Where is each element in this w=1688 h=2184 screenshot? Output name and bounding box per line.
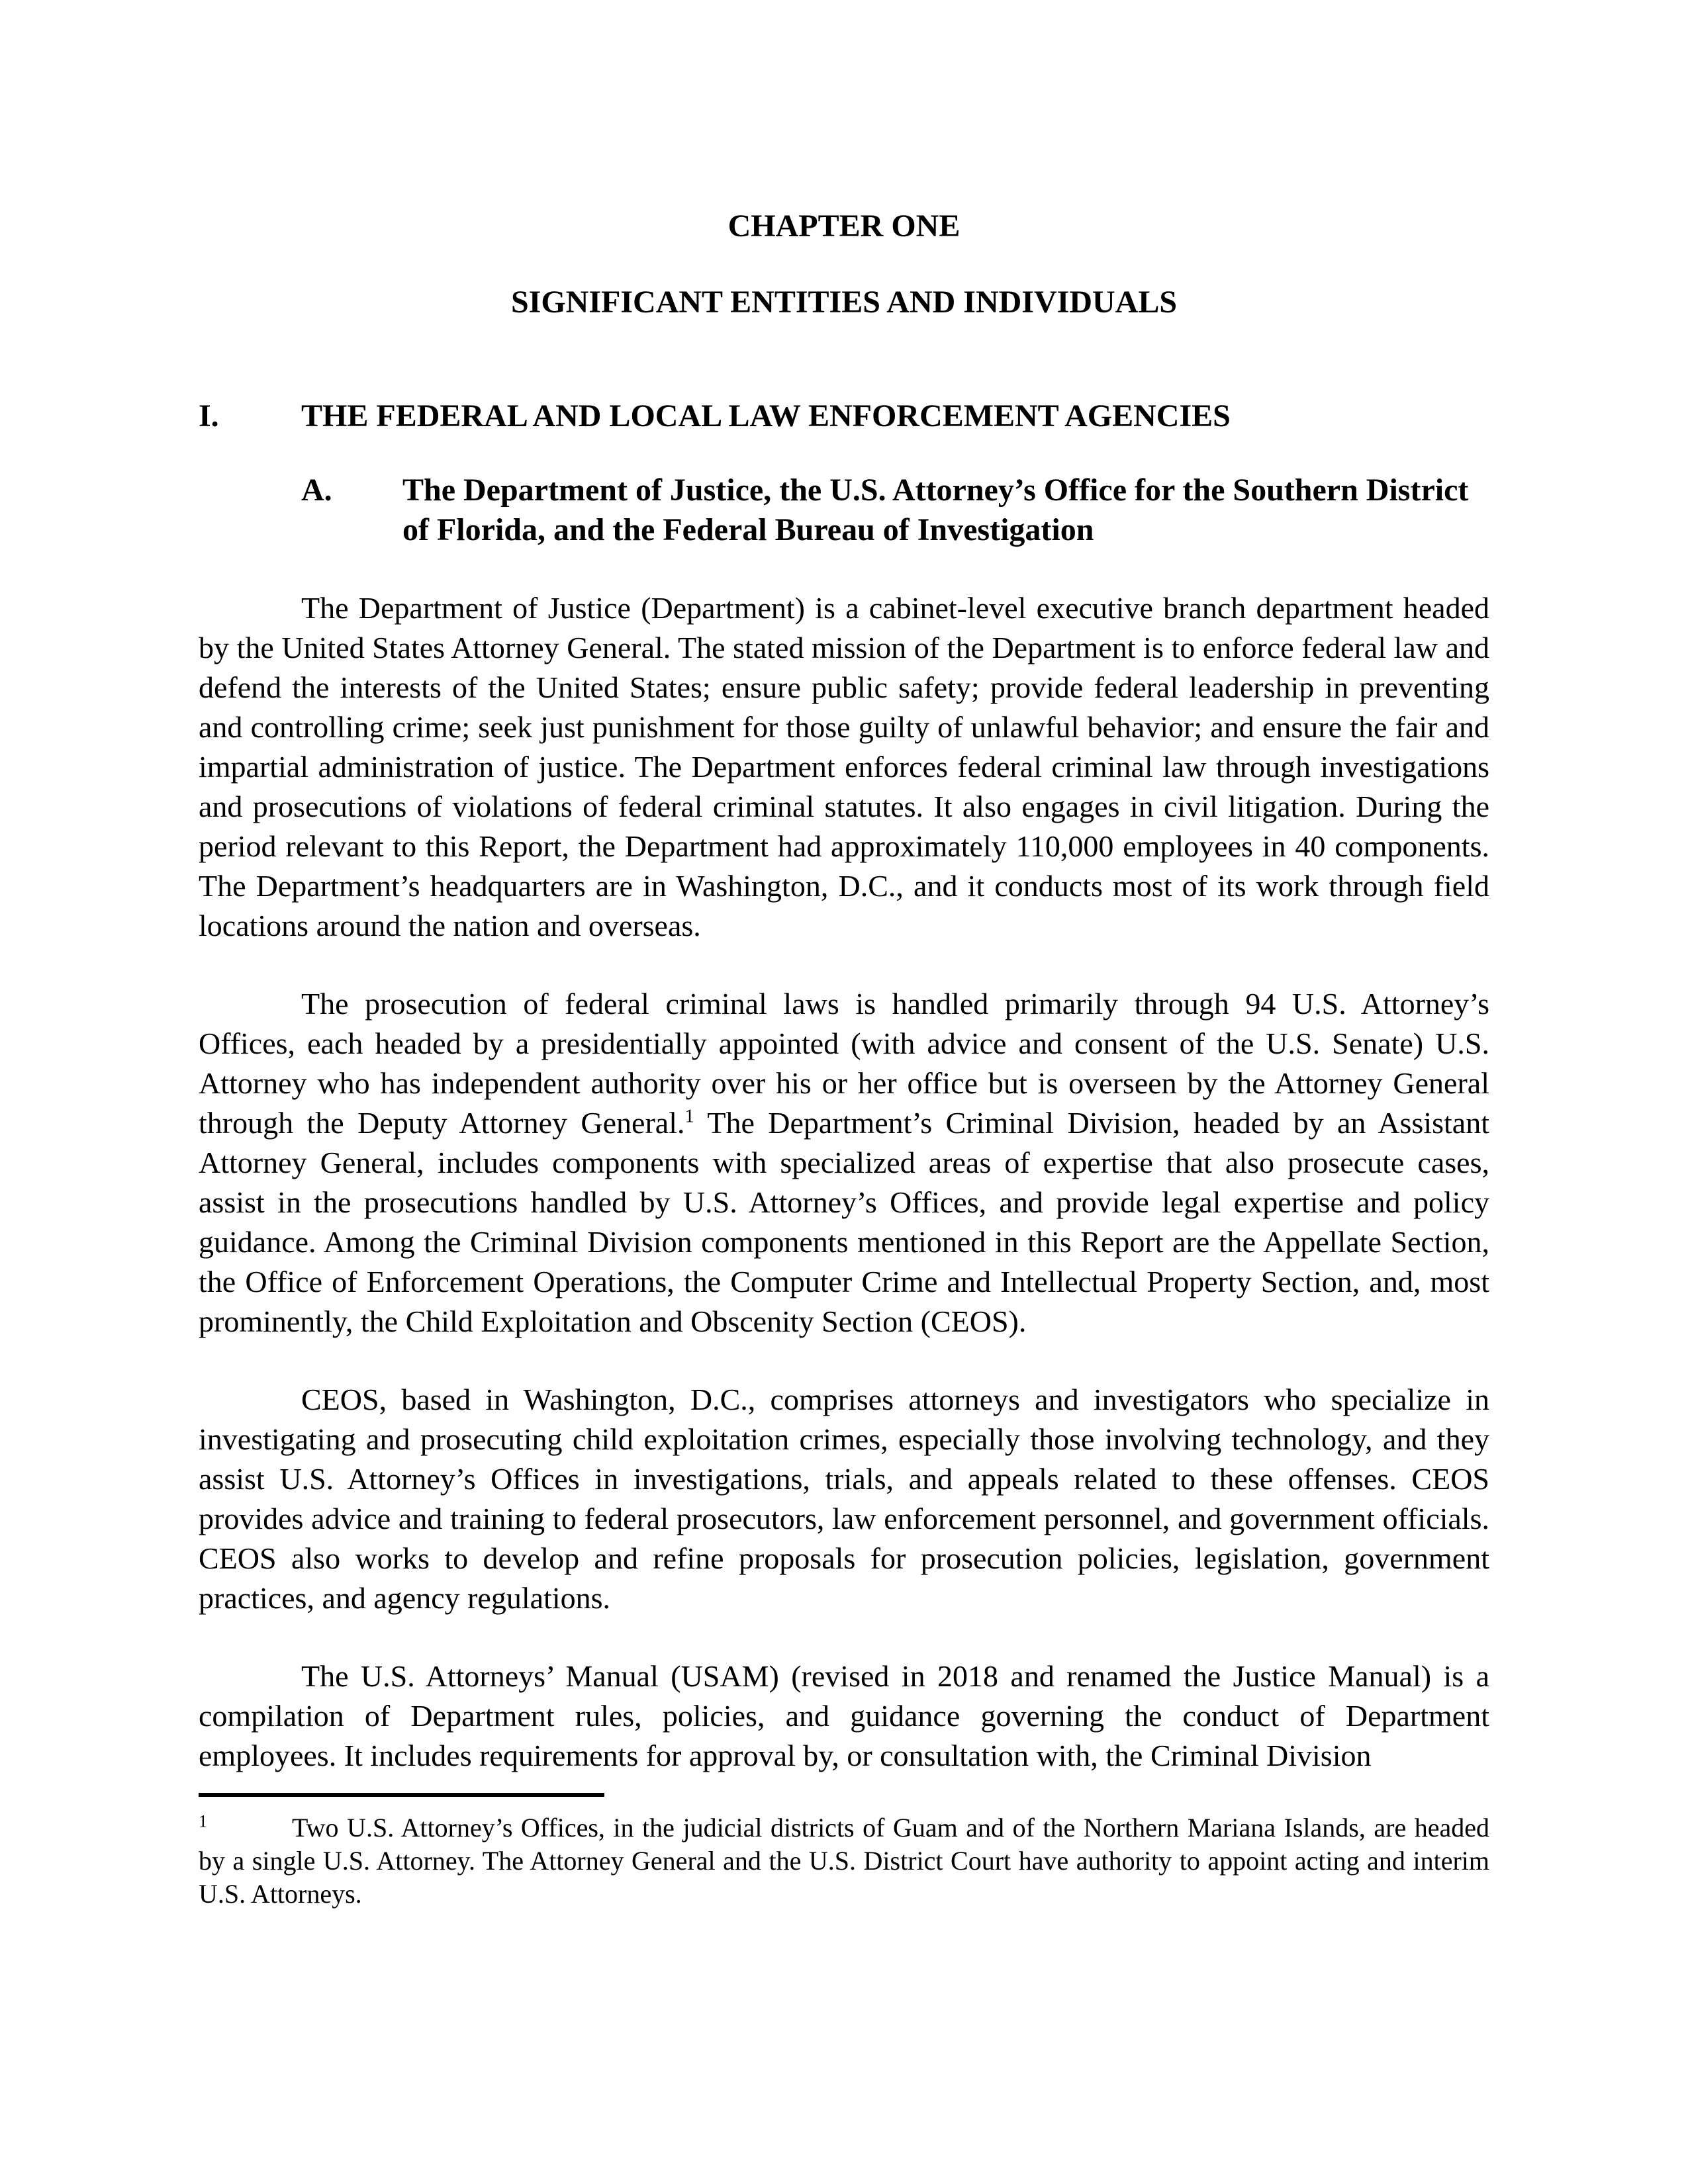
body-paragraph-2-text-after-ref: The Department’s Criminal Division, headed by an Assistant Attorney General, includes components with specialized areas of expertise that also prosecute cases, assist in the prosecutions handled by U.S. Attorney’s Offices, and provide legal expertise and policy guidance. Among the Criminal Division components mentioned in this Report are the Appellate Section, the Office of Enforcement Operations, the Computer Crime and Intellectual Property Section, and, most prominently, the Child Exploitation and Obscenity Section (CEOS). (199, 1106, 1489, 1338)
section-title: THE FEDERAL AND LOCAL LAW ENFORCEMENT AGENCIES (301, 398, 1231, 433)
chapter-subtitle: SIGNIFICANT ENTITIES AND INDIVIDUALS (510, 285, 1178, 320)
footnote-text: Two U.S. Attorney’s Offices, in the judicial districts of Guam and of the Northern Mariana Islands, are headed by a single U.S. Attorney. The Attorney General and the U.S. District Court have authority to appoint acting and interim U.S. Attorneys. (199, 1813, 1489, 1909)
footnote-separator-rule (199, 1793, 604, 1797)
section-number: I. (199, 398, 219, 433)
body-paragraph-4: The U.S. Attorneys’ Manual (USAM) (revised in 2018 and renamed the Justice Manual) is a compilation of Department rules, policies, and guidance governing the conduct of Department employees. It includes requirements for approval by, or consultation with, the Criminal Division (199, 1659, 1489, 1772)
footnote-marker: 1 (199, 1811, 207, 1831)
body-paragraph-1: The Department of Justice (Department) is a cabinet-level executive branch department headed by the United States Attorney General. The stated mission of the Department is to enforce federal law and defend the interests of the United States; ensure public safety; provide federal leadership in preventing and controlling crime; seek just punishment for those guilty of unlawful behavior; and ensure the fair and impartial administration of justice. The Department enforces federal criminal law through investigations and prosecutions of violations of federal criminal statutes. It also engages in civil litigation. During the period relevant to this Report, the Department had approximately 110,000 employees in 40 components. The Department’s headquarters are in Washington, D.C., and it conducts most of its work through field locations around the nation and overseas. (199, 591, 1489, 942)
subsection-heading (301, 471, 1489, 550)
body-paragraph-2-text-before-ref: The prosecution of federal criminal laws is handled primarily through 94 U.S. Attorney’s Offices, each headed by a presidentially appointed (with advice and consent of the U.S. Senate) U.S. Attorney who has independent authority over his or her office but is overseen by the Attorney General through the Deputy Attorney General. (199, 987, 1489, 1140)
subsection-letter: A. (301, 473, 332, 508)
section-heading (199, 396, 1489, 436)
subsection-title: The Department of Justice, the U.S. Attorney’s Office for the Southern District of Florida, and the Federal Bureau of Investigation (402, 473, 1469, 547)
body-paragraph-3: CEOS, based in Washington, D.C., comprises attorneys and investigators who specialize in investigating and prosecuting child exploitation crimes, especially those involving technology, and they assist U.S. Attorney’s Offices in investigations, trials, and appeals related to these offenses. CEOS provides advice and training to federal prosecutors, law enforcement personnel, and government officials. CEOS also works to develop and refine proposals for prosecution policies, legislation, government practices, and agency regulations. (199, 1383, 1489, 1615)
footnote (199, 1811, 1489, 1911)
body-paragraph-2 (199, 984, 1489, 1342)
footnote-reference-1: 1 (684, 1106, 694, 1127)
chapter-title: CHAPTER ONE (727, 208, 961, 244)
